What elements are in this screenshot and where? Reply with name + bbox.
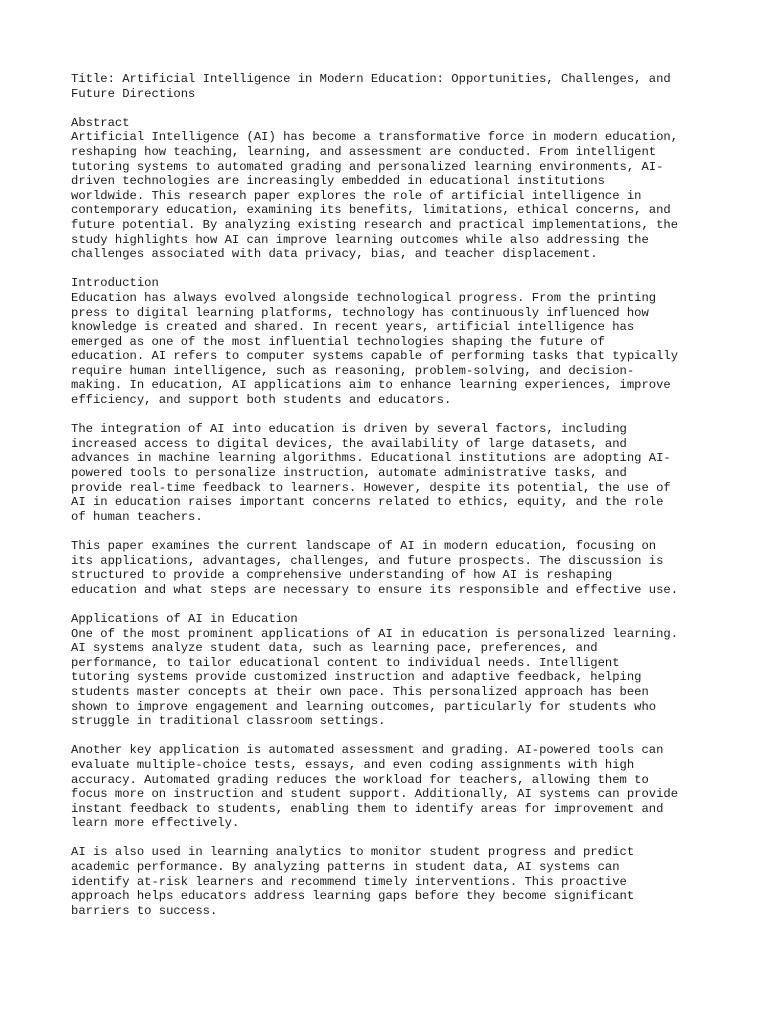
- paragraph-line: Artificial Intelligence (AI) has become a transformative force in modern education,: [71, 130, 679, 145]
- paragraph-line: worldwide. This research paper explores the role of artificial intelligence in: [71, 188, 642, 203]
- paragraph-line: academic performance. By analyzing patterns in student data, AI systems can: [71, 860, 620, 875]
- paragraph-line: focus more on instruction and student support. Additionally, AI systems can provide: [71, 787, 679, 802]
- paragraph-line: increased access to digital devices, the availability of large datasets, and: [71, 436, 627, 451]
- section-heading: Introduction: [71, 276, 159, 291]
- document-title: [71, 72, 711, 101]
- paragraph-line: provide real-time feedback to learners. However, despite its potential, the use of: [71, 480, 671, 495]
- paragraph-line: emerged as one of the most influential technologies shaping the future of: [71, 334, 605, 349]
- paragraph-line: education. AI refers to computer systems capable of performing tasks that typically: [71, 349, 679, 364]
- paragraph-line: require human intelligence, such as reasoning, problem-solving, and decision-: [71, 363, 635, 378]
- paragraph-line: AI in education raises important concerns related to ethics, equity, and the role: [71, 495, 664, 510]
- section-heading: Abstract: [71, 115, 130, 130]
- section-heading: Applications of AI in Education: [71, 611, 298, 626]
- paragraph: [71, 845, 711, 918]
- paragraph-line: future potential. By analyzing existing research and practical implementations, the: [71, 217, 679, 232]
- paragraph-line: struggle in traditional classroom settings.: [71, 714, 386, 729]
- paragraph-line: evaluate multiple-choice tests, essays, and even coding assignments with high: [71, 757, 635, 772]
- paragraph-line: accuracy. Automated grading reduces the workload for teachers, allowing them to: [71, 772, 649, 787]
- blank-line: [71, 597, 711, 612]
- paragraph-line: Education has always evolved alongside technological progress. From the printing: [71, 290, 657, 305]
- paragraph-line: efficiency, and support both students and educators.: [71, 393, 452, 408]
- paragraph-line: instant feedback to students, enabling them to identify areas for improvement and: [71, 801, 664, 816]
- section-applications: [71, 612, 711, 729]
- paragraph-line: its applications, advantages, challenges, and future prospects. The discussion is: [71, 553, 664, 568]
- blank-line: [71, 101, 711, 116]
- paragraph-line: knowledge is created and shared. In recent years, artificial intelligence has: [71, 320, 635, 335]
- paragraph-line: AI systems analyze student data, such as learning pace, preferences, and: [71, 641, 598, 656]
- paragraph-line: tutoring systems provide customized instruction and adaptive feedback, helping: [71, 670, 642, 685]
- blank-line: [71, 729, 711, 744]
- blank-line: [71, 524, 711, 539]
- paragraph: [71, 539, 711, 597]
- paragraph-line: The integration of AI into education is driven by several factors, including: [71, 422, 627, 437]
- paragraph-line: performance, to tailor educational content to individual needs. Intelligent: [71, 655, 620, 670]
- blank-line: [71, 408, 711, 423]
- paragraph-line: challenges associated with data privacy, bias, and teacher displacement.: [71, 247, 598, 262]
- paragraph-line: advances in machine learning algorithms. Educational institutions are adopting AI-: [71, 451, 671, 466]
- paragraph-line: One of the most prominent applications of AI in education is personalized learning.: [71, 626, 679, 641]
- paragraph-line: driven technologies are increasingly embedded in educational institutions: [71, 174, 605, 189]
- paragraph: [71, 422, 711, 524]
- section-introduction: [71, 276, 711, 407]
- paragraph-line: of human teachers.: [71, 509, 203, 524]
- blank-line: [71, 262, 711, 277]
- paragraph-line: making. In education, AI applications aim to enhance learning experiences, improve: [71, 378, 671, 393]
- paragraph-line: students master concepts at their own pace. This personalized approach has been: [71, 684, 649, 699]
- paragraph-line: This paper examines the current landscape of AI in modern education, focusing on: [71, 539, 657, 553]
- paragraph-line: learn more effectively.: [71, 816, 240, 831]
- paragraph-line: barriers to success.: [71, 903, 218, 918]
- paragraph-line: powered tools to personalize instruction, automate administrative tasks, and: [71, 466, 627, 481]
- paragraph-line: reshaping how teaching, learning, and assessment are conducted. From intelligent: [71, 144, 657, 159]
- paragraph-line: structured to provide a comprehensive understanding of how AI is reshaping: [71, 568, 613, 583]
- paragraph: [71, 743, 711, 831]
- paragraph-line: education and what steps are necessary to ensure its responsible and effective use.: [71, 582, 679, 597]
- paragraph-line: study highlights how AI can improve learning outcomes while also addressing the: [71, 232, 649, 247]
- document-page: [71, 72, 711, 918]
- paragraph-line: shown to improve engagement and learning outcomes, particularly for students who: [71, 699, 657, 714]
- paragraph-line: tutoring systems to automated grading and personalized learning environments, AI-: [71, 159, 664, 174]
- paragraph-line: contemporary education, examining its benefits, limitations, ethical concerns, and: [71, 203, 671, 218]
- section-abstract: [71, 116, 711, 262]
- title-line: Future Directions: [71, 86, 196, 101]
- paragraph-line: identify at-risk learners and recommend timely interventions. This proactive: [71, 874, 627, 889]
- title-line: Title: Artificial Intelligence in Modern Education: Opportunities, Challenges, and: [71, 72, 671, 86]
- paragraph-line: Another key application is automated assessment and grading. AI-powered tools can: [71, 743, 664, 758]
- blank-line: [71, 831, 711, 846]
- paragraph-line: press to digital learning platforms, technology has continuously influenced how: [71, 305, 649, 320]
- paragraph-line: approach helps educators address learning gaps before they become significant: [71, 889, 635, 904]
- paragraph-line: AI is also used in learning analytics to monitor student progress and predict: [71, 845, 635, 860]
